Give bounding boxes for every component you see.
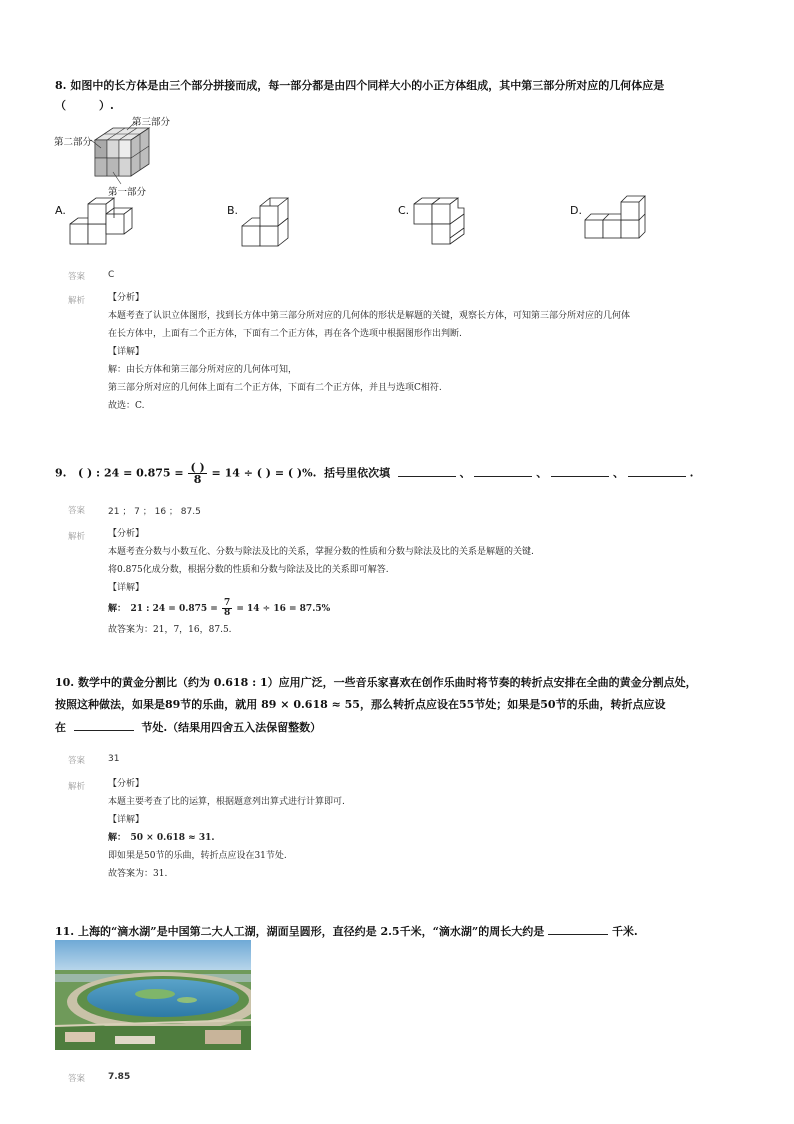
q10-explain-line: 本题主要考查了比的运算，根据题意列出算式进行计算即可.	[108, 797, 345, 807]
q9-explain-line: 本题考查分数与小数互化、分数与除法及比的关系，掌握分数的性质和分数与除法及比的关系是解题的关键.	[108, 547, 534, 557]
q9-explain-line: 【分析】	[108, 529, 145, 539]
q10-stem-line3	[55, 719, 321, 736]
q10-explanation	[108, 775, 345, 883]
q8-explain-line: 本题考查了认识立体图形，找到长方体中第三部分所对应的几何体的形状是解题的关键，观察长方体，可知第三部分所对应的几何体	[108, 311, 631, 321]
q9-answer-label: 答案	[68, 506, 86, 516]
q8-option-c-label: C.	[398, 204, 410, 217]
q9-answer: 21 ； 7 ； 16 ； 87.5	[108, 507, 201, 517]
q8-option-d-figure	[583, 196, 647, 242]
q9-expr-part1: ( ) : 24 = 0.875 =	[77, 466, 188, 480]
q10-explain-line: 【详解】	[108, 815, 145, 825]
q9-separator: 、	[612, 466, 624, 480]
q9-explain-line: 将0.875化成分数，根据分数的性质和分数与除法及比的关系即可解答.	[108, 565, 389, 575]
q9-blank-4[interactable]	[628, 465, 686, 477]
q9-solution-fraction-numerator: 7	[223, 598, 231, 608]
q9-separator: 、	[459, 466, 471, 480]
q8-stem-line1: 8. 如图中的长方体是由三个部分拼接而成，每一部分都是由四个同样大小的小正方体组成，其中第三部分所对应的几何体应是	[55, 79, 665, 92]
q8-explain-line: 在长方体中，上面有二个正方体，下面有二个正方体，再在各个选项中根据图形作出判断.	[108, 329, 462, 339]
q8-explain-line: 解：由长方体和第三部分所对应的几何体可知，	[108, 365, 298, 375]
q8-answer-label: 答案	[68, 272, 86, 282]
q8-option-b-figure	[240, 198, 304, 250]
q10-explain-label: 解析	[68, 782, 86, 792]
q9-fraction	[188, 462, 206, 485]
q9-explanation	[108, 525, 534, 639]
q8-option-b-label: B.	[227, 204, 239, 217]
q9-solution-part1: 解： 21 : 24 = 0.875 =	[108, 604, 221, 614]
q8-explanation	[108, 289, 630, 415]
q10-line3-prefix: 在	[55, 721, 66, 734]
q11-stem-text: 11. 上海的“滴水湖”是中国第二大人工湖，湖面呈圆形，直径约是 2.5千米，“滴水湖”的周长大约是	[55, 925, 545, 938]
q9-blank-2[interactable]	[474, 465, 532, 477]
q10-blank[interactable]	[74, 719, 134, 731]
q10-explain-line: 即如果是50节的乐曲，转折点应设在31节处.	[108, 851, 287, 861]
q8-option-c-figure	[412, 196, 476, 248]
q8-option-a-figure	[68, 198, 132, 248]
q9-solution-fraction-denominator: 8	[223, 608, 231, 618]
q11-stem-suffix: 千米.	[611, 925, 638, 938]
q10-answer-label: 答案	[68, 756, 86, 766]
q8-option-a-label: A.	[55, 204, 66, 217]
q8-explain-line: 【分析】	[108, 293, 145, 303]
q11-answer: 7.85	[108, 1072, 131, 1082]
q8-label-part1: 第一部分	[108, 187, 147, 198]
q10-answer: 31	[108, 754, 120, 764]
q9-solution-part2: = 14 ÷ 16 = 87.5%	[233, 604, 331, 614]
lake-photo-drawing	[55, 940, 251, 1050]
q9-explain-line	[108, 597, 534, 621]
q11-answer-label: 答案	[68, 1074, 86, 1084]
q8-label-part2: 第二部分	[54, 137, 93, 148]
q8-explain-line: 第三部分所对应的几何体上面有二个正方体，下面有二个正方体，并且与选项C相符.	[108, 383, 442, 393]
q11-stem	[55, 923, 638, 940]
q10-line3-suffix: 节处.（结果用四舍五入法保留整数）	[141, 721, 322, 734]
q10-stem-line1: 10. 数学中的黄金分割比（约为 0.618 : 1）应用广泛，一些音乐家喜欢在创作乐曲时将节奏的转折点安排在全曲的黄金分割点处，	[55, 676, 697, 689]
q9-solution-fraction	[222, 599, 232, 618]
q9-blank-1[interactable]	[398, 465, 456, 477]
q9-explain-label: 解析	[68, 532, 86, 542]
q10-explain-line: 解： 50 × 0.618 ≈ 31.	[108, 833, 215, 843]
q10-explain-line: 故答案为：31.	[108, 869, 168, 879]
q8-explain-line: 【详解】	[108, 347, 145, 357]
q9-separator: 、	[536, 466, 548, 480]
q9-instruction: 括号里依次填	[324, 466, 391, 480]
q9-explain-line: 【详解】	[108, 583, 145, 593]
q9-stem	[55, 462, 694, 485]
q8-label-part3: 第三部分	[132, 117, 171, 128]
q8-option-d-label: D.	[570, 204, 582, 217]
q8-explain-label: 解析	[68, 296, 86, 306]
q8-explain-line: 故选：C.	[108, 401, 145, 411]
q9-expr-part2: = 14 ÷ ( ) = ( )%.	[207, 466, 317, 480]
q8-stem-line2: （ ）.	[55, 99, 114, 112]
q9-fraction-denominator: 8	[193, 473, 202, 486]
q9-explain-line: 故答案为：21，7，16，87.5.	[108, 625, 232, 635]
q11-lake-photo	[55, 940, 251, 1050]
q9-blank-3[interactable]	[551, 465, 609, 477]
q9-end: .	[689, 466, 694, 480]
q10-explain-line: 【分析】	[108, 779, 145, 789]
q10-stem-line2: 按照这种做法，如果是89节的乐曲，就用 89 × 0.618 ≈ 55，那么转折点应设在55节处；如果是50节的乐曲，转折点应设	[55, 698, 666, 711]
q11-blank[interactable]	[548, 923, 608, 935]
q8-answer: C	[108, 270, 115, 280]
q9-number: 9.	[55, 466, 67, 480]
q9-fraction-numerator: ( )	[190, 461, 205, 474]
